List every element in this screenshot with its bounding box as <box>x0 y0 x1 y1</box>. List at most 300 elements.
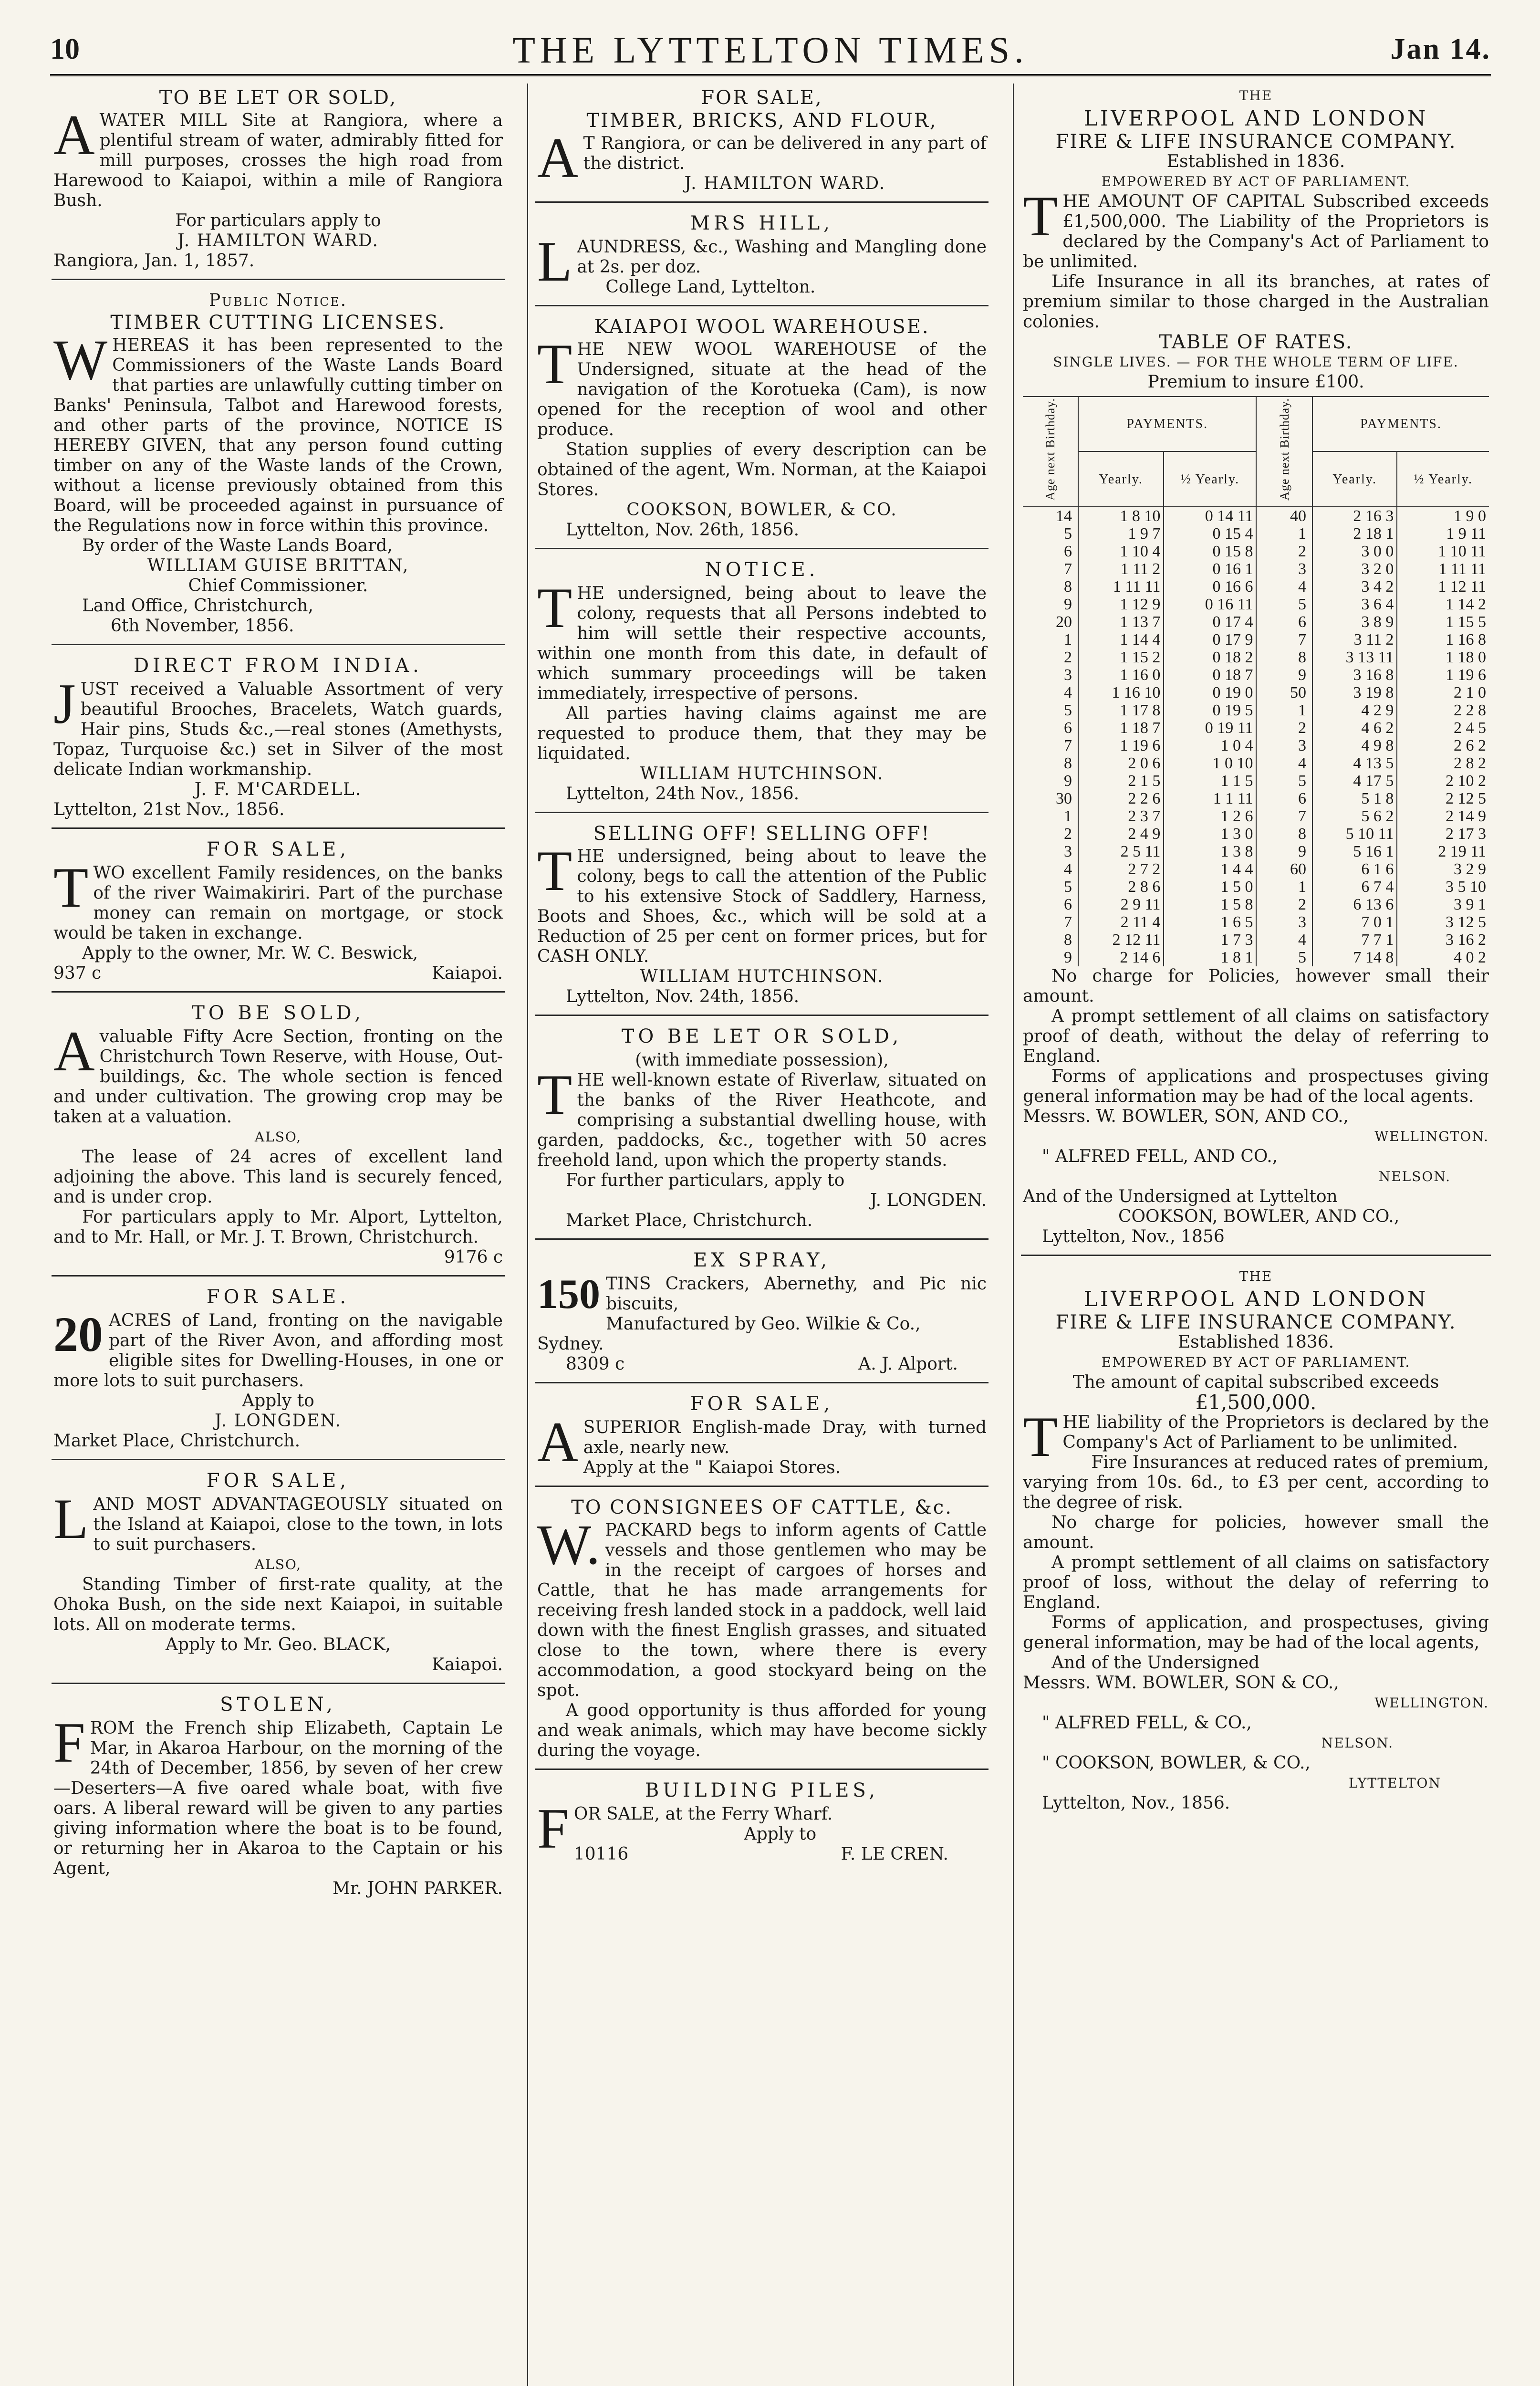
ad-after-1: No charge for Policies, however small their amount. <box>1023 966 1489 1006</box>
ad-body: THE liability of the Proprietors is declared by the Company's Act of Parliament to be unlimited. <box>1023 1404 1489 1468</box>
col-half-yearly-header: ½ Yearly. <box>1164 451 1256 506</box>
ad-act: EMPOWERED BY ACT OF PARLIAMENT. <box>1101 1354 1411 1370</box>
drop-cap: T <box>53 856 89 919</box>
table-subtitle: SINGLE LIVES. — FOR THE WHOLE TERM OF LIFE. <box>1053 354 1459 370</box>
rate-row <box>1023 843 1489 860</box>
rate-value: 3 6 4 <box>1312 596 1397 613</box>
rate-row <box>1023 913 1489 931</box>
rate-value: 2 9 11 <box>1078 896 1164 913</box>
ad-selling-off <box>535 824 989 1016</box>
rate-age: 9 <box>1256 666 1312 684</box>
rate-value: 1 14 4 <box>1078 631 1164 649</box>
rate-row <box>1023 666 1489 684</box>
rate-age: 6 <box>1063 719 1072 737</box>
rate-value: 1 18 0 <box>1397 649 1489 666</box>
rate-row <box>1023 525 1489 543</box>
ad-body: LAUNDRESS, &c., Washing and Mangling done at 2s. per doz. <box>537 230 987 293</box>
ad-timber-bricks-flour <box>535 88 989 203</box>
ad-body-4: A prompt settlement of all claims on satisfactory proof of loss, without the delay of referring to England. <box>1023 1552 1489 1612</box>
ad-heading: LIVERPOOL AND LONDON <box>1083 1287 1428 1311</box>
ad-place: Market Place, Christchurch. <box>566 1211 813 1230</box>
column-3 <box>1021 86 1491 1831</box>
rate-value: 1 2 6 <box>1164 807 1256 825</box>
rate-row <box>1023 596 1489 613</box>
rate-row <box>1023 507 1489 525</box>
ad-heading: STOLEN, <box>220 1694 336 1716</box>
rate-row <box>1023 878 1489 896</box>
rate-age: 4 <box>1256 578 1312 596</box>
rate-age: 3 <box>1063 842 1072 860</box>
rate-age: 9 <box>1063 772 1072 790</box>
rate-age: 5 <box>1063 878 1072 896</box>
drop-cap: L <box>537 230 572 293</box>
drop-number: 20 <box>53 1307 103 1362</box>
rate-age: 3 <box>1256 560 1312 578</box>
rate-row <box>1023 754 1489 772</box>
ad-ex-spray <box>535 1250 989 1383</box>
ad-body-2: Standing Timber of first-rate quality, at the Ohoka Bush, on the side next Kaiapoi, in suitable lots. All on moderate terms. <box>53 1575 503 1634</box>
ad-body-3: No charge for policies, however small the amount. <box>1023 1512 1489 1552</box>
agent-3: " COOKSON, BOWLER, & CO., <box>1042 1753 1311 1773</box>
rate-value: 5 1 8 <box>1312 790 1397 807</box>
drop-cap: T <box>1023 1404 1058 1468</box>
ad-heading: TO BE LET OR SOLD, <box>159 87 397 109</box>
drop-cap: A <box>53 103 95 167</box>
ad-heading: FOR SALE. <box>206 1286 350 1308</box>
col-half-yearly-header: ½ Yearly. <box>1397 451 1489 506</box>
rate-row <box>1023 649 1489 666</box>
ad-signature: COOKSON, BOWLER, & CO. <box>626 500 897 520</box>
rate-value: 2 14 6 <box>1078 949 1164 966</box>
rate-age: 7 <box>1063 913 1072 931</box>
rate-row <box>1023 790 1489 807</box>
col-payments-header: PAYMENTS. <box>1078 397 1256 451</box>
rate-value: 1 12 11 <box>1397 578 1489 596</box>
ad-sum: £1,500,000. <box>1195 1390 1317 1414</box>
rate-age: 1 <box>1256 701 1312 719</box>
ad-date: Lyttelton, 21st Nov., 1856. <box>53 800 285 819</box>
agent-1: Messrs. WM. BOWLER, SON & CO., <box>1023 1673 1339 1693</box>
rate-value: 2 3 7 <box>1078 807 1164 825</box>
agent-3-place: LYTTELTON <box>1348 1775 1441 1791</box>
rate-value: 2 1 5 <box>1078 772 1164 790</box>
agent-2-place: NELSON. <box>1321 1735 1394 1751</box>
agent-3: COOKSON, BOWLER, AND CO., <box>1118 1206 1400 1226</box>
rate-value: 1 19 6 <box>1078 737 1164 754</box>
ad-heading: TIMBER CUTTING LICENSES. <box>110 312 446 334</box>
rate-row <box>1023 931 1489 949</box>
rate-age: 5 <box>1063 524 1072 543</box>
rate-value: 0 16 6 <box>1164 578 1256 596</box>
ad-heading: BUILDING PILES, <box>645 1779 879 1801</box>
rate-row <box>1023 719 1489 737</box>
rate-age: 1 <box>1256 878 1312 896</box>
rate-value: 1 5 8 <box>1164 896 1256 913</box>
rate-value: 1 15 2 <box>1078 649 1164 666</box>
rate-age: 1 <box>1256 525 1312 543</box>
ad-apply: Apply to <box>744 1824 817 1844</box>
rate-age: 50 <box>1256 684 1312 701</box>
ad-consignees-cattle <box>535 1497 989 1770</box>
rate-value: 2 10 2 <box>1397 772 1489 790</box>
rate-value: 1 1 5 <box>1164 772 1256 790</box>
rate-age: 6 <box>1063 542 1072 560</box>
ad-building-piles <box>535 1780 989 1872</box>
rate-value: 1 14 2 <box>1397 596 1489 613</box>
ad-also: ALSO, <box>254 1557 302 1572</box>
rate-age: 8 <box>1063 754 1072 772</box>
ad-insurance-life <box>1021 86 1491 1256</box>
rate-age: 5 <box>1256 949 1312 966</box>
ad-kicker: THE <box>1239 88 1273 104</box>
ad-riverlaw <box>535 1026 989 1240</box>
col-payments-header: PAYMENTS. <box>1312 397 1489 451</box>
ad-body-2: Life Insurance in all its branches, at rates of premium similar to those charged in the Australian colonies. <box>1023 272 1489 332</box>
agent-1: Messrs. W. BOWLER, SON, AND CO., <box>1023 1106 1349 1126</box>
ad-body: ASUPERIOR English-made Dray, with turned axle, nearly new. <box>537 1410 987 1474</box>
rate-value: 2 4 5 <box>1397 719 1489 737</box>
ad-established: Established 1836. <box>1177 1332 1334 1352</box>
rate-value: 1 17 8 <box>1078 701 1164 719</box>
ad-place: Kaiapoi. <box>431 963 503 983</box>
rate-value: 4 6 2 <box>1312 719 1397 737</box>
ad-established: Established in 1836. <box>1166 152 1345 171</box>
ad-body: THE well-known estate of Riverlaw, situated on the banks of the River Heathcote, and comprising a substantial dwelling house, with garden, paddocks, &c., together with 50 acres freehold land, upon which the property stands. <box>537 1063 987 1170</box>
ad-heading: TO BE LET OR SOLD, <box>621 1026 903 1047</box>
ad-heading: MRS HILL, <box>690 212 833 234</box>
ad-date: Lyttelton, 24th Nov., 1856. <box>566 784 800 804</box>
rate-value: 1 9 0 <box>1397 507 1489 525</box>
rate-value: 0 14 11 <box>1164 507 1256 525</box>
rate-value: 2 6 2 <box>1397 737 1489 754</box>
ad-water-mill <box>52 88 505 280</box>
rate-row <box>1023 613 1489 631</box>
column-1 <box>52 86 505 1917</box>
rate-value: 7 14 8 <box>1312 949 1397 966</box>
rate-value: 2 0 6 <box>1078 754 1164 772</box>
rate-age: 5 <box>1256 772 1312 790</box>
rate-age: 6 <box>1063 895 1072 913</box>
drop-cap: A <box>537 126 579 189</box>
ad-kaiapoi-land <box>52 1471 505 1684</box>
rate-age: 8 <box>1063 931 1072 949</box>
ad-place: Kaiapoi. <box>431 1655 503 1674</box>
drop-cap: T <box>1023 184 1058 248</box>
rate-value: 0 19 11 <box>1164 719 1256 737</box>
ad-body: 150 TINS Crackers, Abernethy, and Pic nic biscuits, <box>537 1271 987 1318</box>
agent-1-place: WELLINGTON. <box>1374 1128 1489 1144</box>
ad-order: By order of the Waste Lands Board, <box>82 536 393 555</box>
rate-value: 2 1 0 <box>1397 684 1489 701</box>
rate-value: 7 0 1 <box>1312 913 1397 931</box>
drop-cap: T <box>537 1063 572 1126</box>
ad-apply: For particulars apply to Mr. Alport, Lyttelton, and to Mr. Hall, or Mr. J. T. Brown, Christchurch. <box>53 1207 503 1247</box>
rate-value: 1 6 5 <box>1164 913 1256 931</box>
ad-mrs-hill <box>535 213 989 306</box>
column-divider <box>527 84 528 2386</box>
masthead-rule <box>50 74 1491 78</box>
masthead <box>50 29 1491 81</box>
rate-age: 7 <box>1256 807 1312 825</box>
ad-signature: J. LONGDEN. <box>215 1411 342 1431</box>
rate-value: 3 0 0 <box>1312 543 1397 560</box>
rate-row <box>1023 737 1489 754</box>
col-yearly-header: Yearly. <box>1078 451 1164 506</box>
rate-row <box>1023 860 1489 878</box>
rate-row <box>1023 560 1489 578</box>
ad-heading: SELLING OFF! SELLING OFF! <box>593 823 931 845</box>
ad-signature: WILLIAM GUISE BRITTAN, <box>147 556 409 576</box>
rate-value: 1 15 5 <box>1397 613 1489 631</box>
rate-value: 1 18 7 <box>1078 719 1164 737</box>
rate-row <box>1023 684 1489 701</box>
rate-age: 7 <box>1063 736 1072 754</box>
ad-subheading: FIRE & LIFE INSURANCE COMPANY. <box>1055 131 1457 153</box>
rate-age: 4 <box>1063 860 1072 878</box>
table-premium: Premium to insure £100. <box>1147 372 1364 392</box>
rate-value: 1 16 0 <box>1078 666 1164 684</box>
rate-value: 3 12 5 <box>1397 913 1489 931</box>
rate-value: 0 18 7 <box>1164 666 1256 684</box>
rate-age: 1 <box>1063 807 1072 825</box>
ad-body: A T Rangiora, or can be delivered in any part of the district. <box>537 126 987 189</box>
ad-body: LAND MOST ADVANTAGEOUSLY situated on the Island at Kaiapoi, close to the town, in lots to suit purchasers. <box>53 1487 503 1554</box>
ad-insurance-fire <box>1021 1266 1491 1821</box>
ad-apply: For further particulars, apply to <box>566 1171 845 1190</box>
ad-body-2: All parties having claims against me are requested to produce them, that they may be liquidated. <box>537 704 987 764</box>
ad-body: THE AMOUNT OF CAPITAL Subscribed exceeds £1,500,000. The Liability of the Proprietors is declared by the Company's Act of Parliament to be unlimited. <box>1023 184 1489 272</box>
rate-value: 2 17 3 <box>1397 825 1489 843</box>
ad-signature: WILLIAM HUTCHINSON. <box>640 967 884 986</box>
rate-value: 7 7 1 <box>1312 931 1397 949</box>
ad-body-2: Fire Insurances at reduced rates of premium, varying from 10s. 6d., to £3 per cent, according to the degree of risk. <box>1023 1452 1489 1512</box>
rate-value: 3 9 1 <box>1397 896 1489 913</box>
rate-value: 0 17 4 <box>1164 613 1256 631</box>
rate-age: 9 <box>1063 948 1072 966</box>
ad-subheading: FIRE & LIFE INSURANCE COMPANY. <box>1055 1311 1457 1333</box>
drop-cap: T <box>537 839 572 902</box>
rate-value: 1 8 10 <box>1078 507 1164 525</box>
rate-value: 1 10 4 <box>1078 543 1164 560</box>
drop-cap: F <box>537 1797 569 1860</box>
ad-direct-from-india <box>52 656 505 829</box>
ad-undersigned: And of the Undersigned at Lyttelton <box>1023 1186 1338 1206</box>
ad-body: FOR SALE, at the Ferry Wharf. <box>537 1797 833 1860</box>
rate-value: 1 11 11 <box>1397 560 1489 578</box>
rate-row <box>1023 896 1489 913</box>
ad-body-2: Station supplies of every description can be obtained of the agent, Wm. Norman, at the Kaiapoi Stores. <box>537 440 987 500</box>
drop-number: 150 <box>537 1271 600 1318</box>
rate-value: 1 5 0 <box>1164 878 1256 896</box>
rate-value: 3 4 2 <box>1312 578 1397 596</box>
ad-signature: A. J. Alport. <box>858 1354 958 1374</box>
ad-signature: J. LONGDEN. <box>870 1191 987 1210</box>
rate-age: 4 <box>1256 931 1312 949</box>
ad-notice <box>535 560 989 813</box>
ad-signature: Mr. JOHN PARKER. <box>332 1879 503 1898</box>
rate-age: 8 <box>1256 649 1312 666</box>
rate-age: 2 <box>1063 648 1072 666</box>
rate-age: 40 <box>1256 507 1312 525</box>
rate-value: 3 5 10 <box>1397 878 1489 896</box>
rate-value: 1 9 11 <box>1397 525 1489 543</box>
ad-signature: J. HAMILTON WARD. <box>684 174 886 193</box>
rate-value: 2 5 11 <box>1078 843 1164 860</box>
ad-date: Rangiora, Jan. 1, 1857. <box>53 251 255 271</box>
rate-row <box>1023 807 1489 825</box>
rate-value: 2 18 1 <box>1312 525 1397 543</box>
rate-value: 1 8 1 <box>1164 949 1256 966</box>
ad-body: Avaluable Fifty Acre Section, fronting on the Christchurch Town Reserve, with House, Out-buildings, &c. The whole section is fenced and under cultivation. The growing crop may be taken at a valuation. <box>53 1019 503 1127</box>
agent-1-place: WELLINGTON. <box>1374 1695 1489 1711</box>
rate-age: 7 <box>1256 631 1312 649</box>
ad-body: W. PACKARD begs to inform agents of Cattle vessels and those gentlemen who may be in the receipt of cargoes of horses and Cattle, that he has made arrangements for receiving fresh landed stock in a paddock, well laid down with the finest English grasses, and situated close to the town, where there is every accommodation, a good stockyard being on the spot. <box>537 1513 987 1700</box>
ad-twenty-acres <box>52 1287 505 1460</box>
rate-age: 3 <box>1063 666 1072 684</box>
rate-value: 1 9 7 <box>1078 525 1164 543</box>
ad-heading: FOR SALE, <box>690 1393 834 1415</box>
rate-value: 3 13 11 <box>1312 649 1397 666</box>
ad-reference: 8309 c <box>566 1354 625 1374</box>
ad-body-2: The lease of 24 acres of excellent land adjoining the above. This land is securely fenced, and is under crop. <box>53 1147 503 1207</box>
rate-value: 1 11 11 <box>1078 578 1164 596</box>
ad-footer <box>53 963 503 984</box>
rate-value: 3 16 2 <box>1397 931 1489 949</box>
rate-value: 4 9 8 <box>1312 737 1397 754</box>
ad-heading: LIVERPOOL AND LONDON <box>1083 106 1428 131</box>
rate-value: 3 2 0 <box>1312 560 1397 578</box>
rate-row <box>1023 543 1489 560</box>
rate-value: 3 16 8 <box>1312 666 1397 684</box>
ad-subheading: (with immediate possession), <box>635 1050 889 1070</box>
ad-date: Lyttelton, Nov. 24th, 1856. <box>566 987 800 1006</box>
rate-value: 4 17 5 <box>1312 772 1397 790</box>
rate-value: 4 2 9 <box>1312 701 1397 719</box>
rate-value: 0 16 11 <box>1164 596 1256 613</box>
rate-row <box>1023 949 1489 966</box>
rate-value: 1 0 4 <box>1164 737 1256 754</box>
ad-footer <box>574 1844 987 1864</box>
rate-age: 30 <box>1055 789 1072 807</box>
ad-apply: Apply at the " Kaiapoi Stores. <box>583 1458 841 1477</box>
rate-value: 6 1 6 <box>1312 860 1397 878</box>
rate-value: 2 14 9 <box>1397 807 1489 825</box>
ad-apply: Apply to the owner, Mr. W. C. Beswick, <box>82 943 418 963</box>
rate-age: 4 <box>1063 683 1072 701</box>
ad-undersigned: And of the Undersigned <box>1051 1653 1260 1673</box>
ad-dray <box>535 1394 989 1487</box>
rate-value: 1 3 0 <box>1164 825 1256 843</box>
ad-kicker: Public Notice. <box>208 291 348 310</box>
ad-body: THE undersigned, being about to leave the colony, requests that all Persons indebted to him will settle their respective accounts, within one month from this date, in default of which summary proceedings will be taken immediately, irrespective of persons. <box>537 576 987 703</box>
ad-heading: DIRECT FROM INDIA. <box>134 655 423 677</box>
rate-value: 1 13 7 <box>1078 613 1164 631</box>
rate-age: 2 <box>1256 896 1312 913</box>
ad-fifty-acre-section <box>52 1003 505 1277</box>
ad-body: THE undersigned, being about to leave the colony, begs to call the attention of the Public to his extensive Stock of Saddlery, Harness, Boots and Shoes, &c., which will be sold at a Reduction of 25 per cent on former prices, but for CASH ONLY. <box>537 839 987 966</box>
ad-heading: NOTICE. <box>705 559 819 581</box>
rate-age: 6 <box>1256 613 1312 631</box>
rate-row <box>1023 825 1489 843</box>
ad-date: 6th November, 1856. <box>111 616 294 636</box>
rate-age: 8 <box>1256 825 1312 843</box>
ad-body: TWO excellent Family residences, on the banks of the river Waimakiriri. Part of the purchase money can remain on mortgage, or stock would be taken in exchange. <box>53 856 503 943</box>
ad-body: FROM the French ship Elizabeth, Captain Le Mar, in Akaroa Harbour, on the morning of the 24th of December, 1856, by seven of her crew—Deserters—A five oared whale boat, with five oars. A liberal reward will be given to any parties giving information where the boat is to be found, or returning her in Akaroa to the Captain or his Agent, <box>53 1711 503 1878</box>
rate-value: 6 13 6 <box>1312 896 1397 913</box>
drop-cap: F <box>53 1711 85 1774</box>
ad-stolen <box>52 1695 505 1906</box>
ad-heading: FOR SALE, <box>206 838 350 860</box>
rates-table <box>1023 396 1489 966</box>
ad-heading: KAIAPOI WOOL WAREHOUSE. <box>594 316 930 338</box>
ad-heading: FOR SALE, <box>206 1470 350 1492</box>
ad-family-residences <box>52 839 505 993</box>
rate-age: 8 <box>1063 577 1072 596</box>
ad-subheading: TIMBER, BRICKS, AND FLOUR, <box>586 110 937 132</box>
rate-age: 60 <box>1256 860 1312 878</box>
rate-value: 2 12 5 <box>1397 790 1489 807</box>
drop-cap: J <box>53 672 76 735</box>
rate-value: 1 10 11 <box>1397 543 1489 560</box>
ad-body-5: Forms of application, and prospectuses, giving general information, may be had of the local agents, <box>1023 1612 1489 1653</box>
ad-heading: EX SPRAY, <box>693 1249 831 1271</box>
rate-value: 5 6 2 <box>1312 807 1397 825</box>
rate-value: 3 11 2 <box>1312 631 1397 649</box>
ad-signature-title: Chief Commissioner. <box>188 576 368 596</box>
agent-2: " ALFRED FELL, AND CO., <box>1042 1146 1278 1166</box>
drop-cap: W <box>53 328 108 391</box>
rate-age: 2 <box>1256 719 1312 737</box>
ad-date: Lyttelton, Nov., 1856. <box>1042 1793 1230 1813</box>
col-age-header: Age next Birthday. <box>1256 397 1312 507</box>
ad-body-2: Manufactured by Geo. Wilkie & Co., Sydney. <box>537 1314 921 1354</box>
ad-place: Market Place, Christchurch. <box>53 1431 301 1451</box>
ad-body: THE NEW WOOL WAREHOUSE of the Undersigned, situate at the head of the navigation of the Korotueka (Cam), is now opened for the reception of wool and other produce. <box>537 332 987 440</box>
rate-value: 2 4 9 <box>1078 825 1164 843</box>
rate-age: 14 <box>1055 507 1072 525</box>
ad-heading: TO BE SOLD, <box>192 1002 364 1024</box>
column-2 <box>535 86 989 1883</box>
ad-date: Lyttelton, Nov. 26th, 1856. <box>566 520 800 540</box>
ad-heading: TO CONSIGNEES OF CATTLE, &c. <box>571 1496 953 1518</box>
rate-value: 2 7 2 <box>1078 860 1164 878</box>
rate-value: 1 0 10 <box>1164 754 1256 772</box>
rate-age: 3 <box>1256 913 1312 931</box>
rate-row <box>1023 701 1489 719</box>
drop-cap: T <box>537 576 572 639</box>
rate-value: 0 19 0 <box>1164 684 1256 701</box>
rate-value: 6 7 4 <box>1312 878 1397 896</box>
ad-act: EMPOWERED BY ACT OF PARLIAMENT. <box>1101 174 1411 189</box>
rate-value: 2 11 4 <box>1078 913 1164 931</box>
rate-value: 0 16 1 <box>1164 560 1256 578</box>
rate-age: 5 <box>1256 596 1312 613</box>
rate-age: 2 <box>1256 543 1312 560</box>
rate-value: 2 8 6 <box>1078 878 1164 896</box>
rate-value: 1 4 4 <box>1164 860 1256 878</box>
ad-signature: WILLIAM HUTCHINSON. <box>640 764 884 784</box>
col-yearly-header: Yearly. <box>1312 451 1397 506</box>
ad-footer <box>537 1354 987 1374</box>
ad-body: WHEREAS it has been represented to the Commissioners of the Waste Lands Board that parties are unlawfully cutting timber on Banks' Peninsula, Talbot and Harewood forests, and other parts of the province, NOTICE IS HEREBY GIVEN, that any person found cutting timber on any of the Waste lands of the Crown, without a license previously obtained from this Board, will be proceeded against in pursuance of the Regulations now in force within this province. <box>53 328 503 535</box>
ad-also: ALSO, <box>254 1129 302 1145</box>
rate-age: 7 <box>1063 560 1072 578</box>
drop-cap: L <box>53 1487 89 1550</box>
table-title: TABLE OF RATES. <box>1159 331 1353 353</box>
ad-timber-licenses <box>52 291 505 645</box>
ad-reference: 937 c <box>53 963 102 983</box>
rate-value: 4 0 2 <box>1397 949 1489 966</box>
